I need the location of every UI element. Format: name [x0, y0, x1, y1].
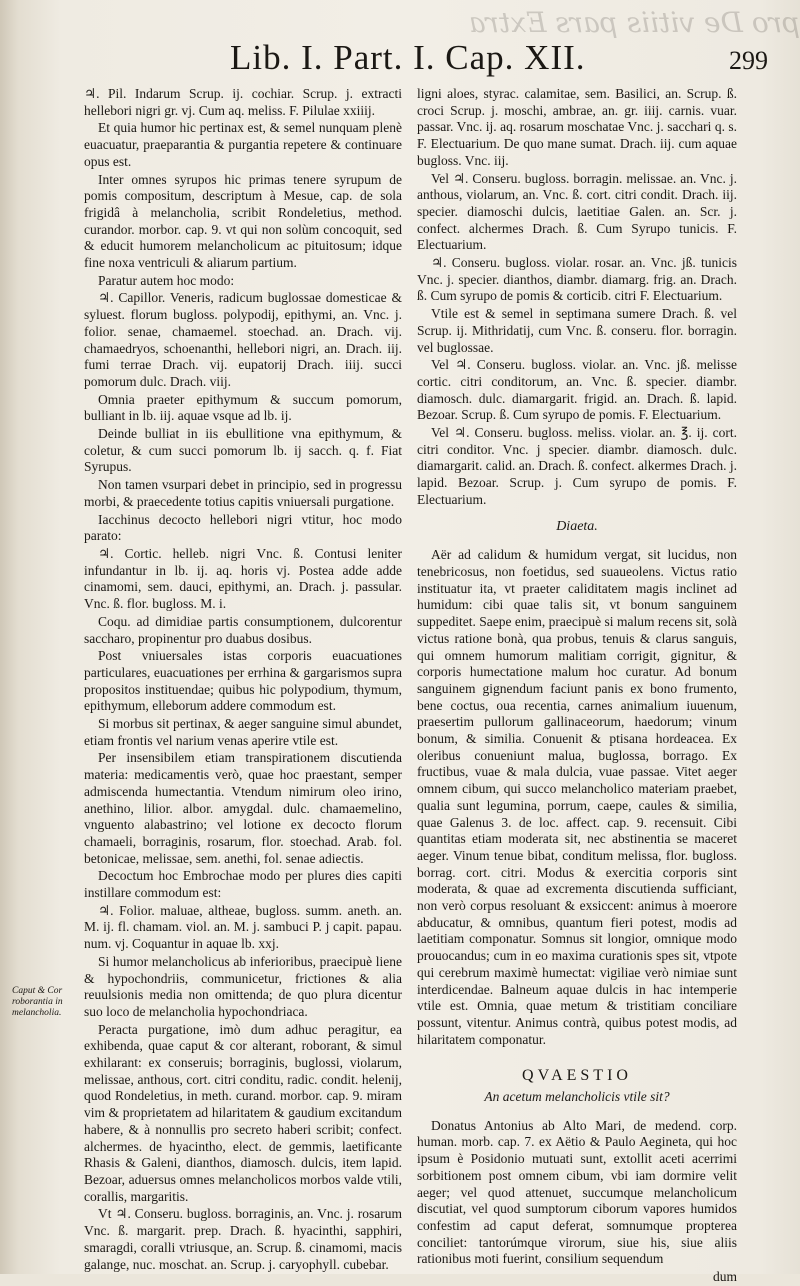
paragraph: Inter omnes syrupos hic primas tenere syrupum de pomis compositum, descriptum à Mesue, cap. de sola frigidâ à melancholia, scribit Rondeletius, method. curandor. morbor. cap. 9. vt qui non solùm concoquit, sed & educit humorem melancholicum ac pituitosum; idque fine noxa ventriculi & aliarum partium.	[84, 171, 402, 271]
paragraph: Vtile est & semel in septimana sumere Drach. ß. vel Scrup. ij. Mithridatij, cum Vnc. ß. conseru. flor. borragin. vel buglossae.	[417, 306, 737, 355]
page-number: 299	[729, 46, 768, 75]
paragraph: Vel ♃. Conseru. bugloss. meliss. violar. an. ℥. ij. cort. citri conditor. Vnc. j specier. diambr. diamosch. dulc. diamargarit. calid. an. Drach. ß. confect. alkermes Drach. j. lapid. Bezoar. Scrup. j. Cum syrupo de pomis. F. Electuarium.	[417, 425, 737, 507]
questio-subtitle: An acetum melancholicis vtile sit?	[484, 1089, 670, 1105]
catchword: dum	[712, 1269, 737, 1285]
paragraph: Vel ♃. Conseru. bugloss. borragin. melissae. an. Vnc. j. anthous, violarum, an. Vnc. ß. cort. citri condit. Drach. iij. specier. diamoschi dulcis, laetitiae Galen. an. Scr. j. confect. alchermes Drach. ß. Cum Syrupo tunicis. F. Electuarium.	[417, 170, 737, 253]
paragraph: ♃. Conseru. bugloss. violar. rosar. an. Vnc. jß. tunicis Vnc. j. specier. dianthos, diambr. diamarg. frig. an. Drach. ß. Cum syrupo de pomis & corticib. citri F. Electuarium.	[417, 255, 737, 304]
paragraph: Vt ♃. Conseru. bugloss. borraginis, an. Vnc. j. rosarum Vnc. ß. margarit. prep. Drach. ß. hyacinthi, sapphiri, smaragdi, coralli vtriusque, an. Scrup. ß. cinamomi, macis galange, nuc. moschat. an. Scrup. j. caryophyll. cubebar.	[84, 1206, 402, 1272]
paragraph: Donatus Antonius ab Alto Mari, de medend. corp. human. morb. cap. 7. ex Aëtio & Paulo Aegineta, qui hoc ipsum è Posidonio mutuati sunt, extollit aceti acerrimi sorbitionem post omnem cibum, vbi iam dormire velit aeger; vel quod attenuet, succumque melancholicum discutiat, vel quod sumptorum ciborum vapores humidos confestim ad caput deferat, somnumque propterea conciliet: tantorúmque virorum, siue his, siue aliis rationibus moti fuerint, consilium sequendum	[417, 1117, 737, 1267]
paragraph: Peracta purgatione, imò dum adhuc peragitur, ea exhibenda, quae caput & cor alterant, roborant, & simul exhilarant: ex conseruis; borraginis, buglossi, violarum, melissae, anthous, cort. citri conditu, radic. condit. helenij, quod Rondeletius, in meth. curand. morbor. cap. 9. miram vim & proprietatem ad hilaritatem & gaudium excitandum habere, & à nonnullis pro secreto haberi scribit; confect. alchermes. de hyacintho, elect. de gemmis, laetificante Rhasis & Galeni, dianthos, diamosch. dulcis, item lapid. Bezoar, aduersus omnes melancholicos morbos valde vtili, corallis, margaritis.	[84, 1021, 402, 1204]
paragraph: Iacchinus decocto hellebori nigri vtitur, hoc modo parato:	[84, 511, 402, 544]
paragraph: Decoctum hoc Embrochae modo per plures dies capiti instillare commodum est:	[84, 868, 402, 901]
paragraph: ♃. Folior. maluae, altheae, bugloss. summ. aneth. an. M. ij. fl. chamam. viol. an. M. j. sambuci P. j capit. papau. num. vj. Coquantur in aquae lb. xxj.	[84, 902, 402, 952]
questio-heading: QVAESTIO	[522, 1067, 632, 1085]
paragraph: Deinde bulliat in iis ebullitione vna epithymum, & coletur, & cum succi pomorum lb. ij sacch. q. f. Fiat Syrupus.	[84, 426, 402, 475]
paragraph: Si humor melancholicus ab inferioribus, praecipuè liene & hypochondriis, communicetur, frictiones & alia reuulsionis media non omittenda; de quo plura dicentur suo loco de melancholia hypochondriaca.	[84, 953, 402, 1019]
paragraph: Per insensibilem etiam transpirationem discutienda materia: medicamentis verò, quae hoc praestant, semper admiscenda humectantia. Vtendum nimirum oleo irino, anethino, lilior. albor. amygdal. dulc. chamaemelino, vnguento alabastrino; vel lotione ex decocto florum chamaeli, borraginis, rosarum, flor. stoechad. Arab. fol. betonicae, melissae, sem. anethi, fol. senae adiectis.	[84, 750, 402, 866]
paragraph: Coqu. ad dimidiae partis consumptionem, dulcorentur saccharo, propinentur pro duabus dosibus.	[84, 613, 402, 646]
paragraph: ♃. Cortic. helleb. nigri Vnc. ß. Contusi leniter infundantur in lb. ij. aq. horis vj. Postea adde adde cinamomi, sem. dauci, epithymi, an. Drach. j. passular. Vnc. ß. flor. bugloss. M. i.	[84, 545, 402, 612]
paragraph: Et quia humor hic pertinax est, & semel nunquam plenè euacuatur, praeparantia & purgantia repetere & continuare opus est.	[84, 120, 402, 169]
left-column	[84, 86, 402, 1274]
paragraph: ♃. Pil. Indarum Scrup. ij. cochiar. Scrup. j. extracti hellebori nigri gr. vj. Cum aq. meliss. F. Pilulae xxiiij.	[84, 86, 402, 118]
right-column	[417, 86, 737, 1286]
running-title: Lib. I. Part. I. Cap. XII.	[230, 38, 586, 77]
paragraph: Si morbus sit pertinax, & aeger sanguine simul abundet, etiam frontis vel narium venas aperire vtile est.	[84, 716, 402, 748]
paragraph: Vel ♃. Conseru. bugloss. violar. an. Vnc. jß. melisse cortic. citri conditorum, an. Vnc. ß. specier. diambr. diamosch. dulc. diamargarit. frigid. an. Drach. ß. lapid. Bezoar. Scrup. ß. Cum syrupo de pomis. F. Electuarium.	[417, 357, 737, 423]
paragraph: Omnia praeter epithymum & succum pomorum, bulliant in lb. iij. aquae vsque ad lb. ij.	[84, 391, 402, 424]
paragraph: ligni aloes, styrac. calamitae, sem. Basilici, an. Scrup. ß. croci Scrup. j. moschi, ambrae, an. gr. iiij. carnis. vuar. passar. Vnc. ij. aq. rosarum moschatae Vnc. j. sacchari q. s. F. Electuarium. De quo mane sumat. Drach. iij. cum aquae bugloss. Vnc. iij.	[417, 86, 737, 168]
margin-note: Caput & Cor roborantia in melancholia.	[12, 986, 63, 1018]
bleed-through-text: pro De vitiis pars Extra	[468, 6, 800, 39]
page-header	[80, 38, 780, 88]
paragraph: Non tamen vsurpari debet in principio, sed in progressu morbi, & praecedente totius capitis vniuersali purgatione.	[84, 477, 402, 509]
paragraph: Post vniuersales istas corporis euacuationes particulares, euacuationes per errhina & gargarismos supra propositos instituendae; quibus hic polypodium, thymum, epithymum, elleborum addere commodum est.	[84, 648, 402, 714]
paragraph: ♃. Capillor. Veneris, radicum buglossae domesticae & syluest. florum bugloss. polypodij, epithymi, an. Vnc. j. folior. senae, chamaemel. stoechad. an. Drach. vij. chamaedryos, schoenanthi, hellebori nigri, an. Drach. iij. fumi terrae Drach. vij. eupatorij Drach. iiij. succi pomorum dulc. Drach. viij.	[84, 290, 402, 389]
diaeta-heading: Diaeta.	[556, 518, 598, 534]
paragraph: Paratur autem hoc modo:	[98, 272, 235, 288]
paragraph: Aër ad calidum & humidum vergat, sit lucidus, non tenebricosus, non foetidus, sed suaueolens. Victus ratio instituatur ita, vt praeter caliditatem magis inclinet ad humidum: cibi quae talis sit, vt bonum sanguinem suppeditet. Saepe enim, praecipuè si malum recens sit, solà victus ratione bonà, qua probus, tenuis & clarus sanguis, qui omnem humorum malitiam corrigit, gignitur, & corporis humectatione malum hoc curatur. Ad bonum sanguinem gignendum faciunt panis ex bono frumento, bene coctus, oua recentia, carnes animalium iuuenum, praesertim pullorum gallinaceorum, haedorum; vinum bonum, & similia. Conuenit & ptisana hordeacea. Ex oleribus conueniunt malua, buglossa, borrago. Ex fructibus, vuae & mala dulcia, vuae passae. Vitet aeger omnem cibum, qui succo melancholico materiam praebet, qualia sunt legumina, porrum, caepe, caules & similia, quae Galenus 3. de loc. affect. cap. 9. recensuit. Cibi quantitas etiam moderata sit, nec abstinentia se maceret aeger. Vinum tenue bibat, conditum melissa, flor. bugloss. borrag. cort. citri. Modus & exercitia corporis sint moderata, & quae ad excrementa discutienda sufficiant, non verò corpus resoluant & exsiccent: animus à moerore abducatur, & omnibus, quantum fieri potest, modis ad laetitiam componatur. Somnus sit longior, omnique modo prouocandus; cum in eo maxima curationis spes sit, vtpote qui cerebrum maximè humectat: vigiliae verò nimiae sunt interdicendae. Balneum aquae dulcis in hac intemperie vtile est. Omnia, quae metum & tristitiam conciliare possunt, vitentur. Animus contrà, quibus potest modis, ad hilaritatem componatur.	[417, 547, 737, 1047]
